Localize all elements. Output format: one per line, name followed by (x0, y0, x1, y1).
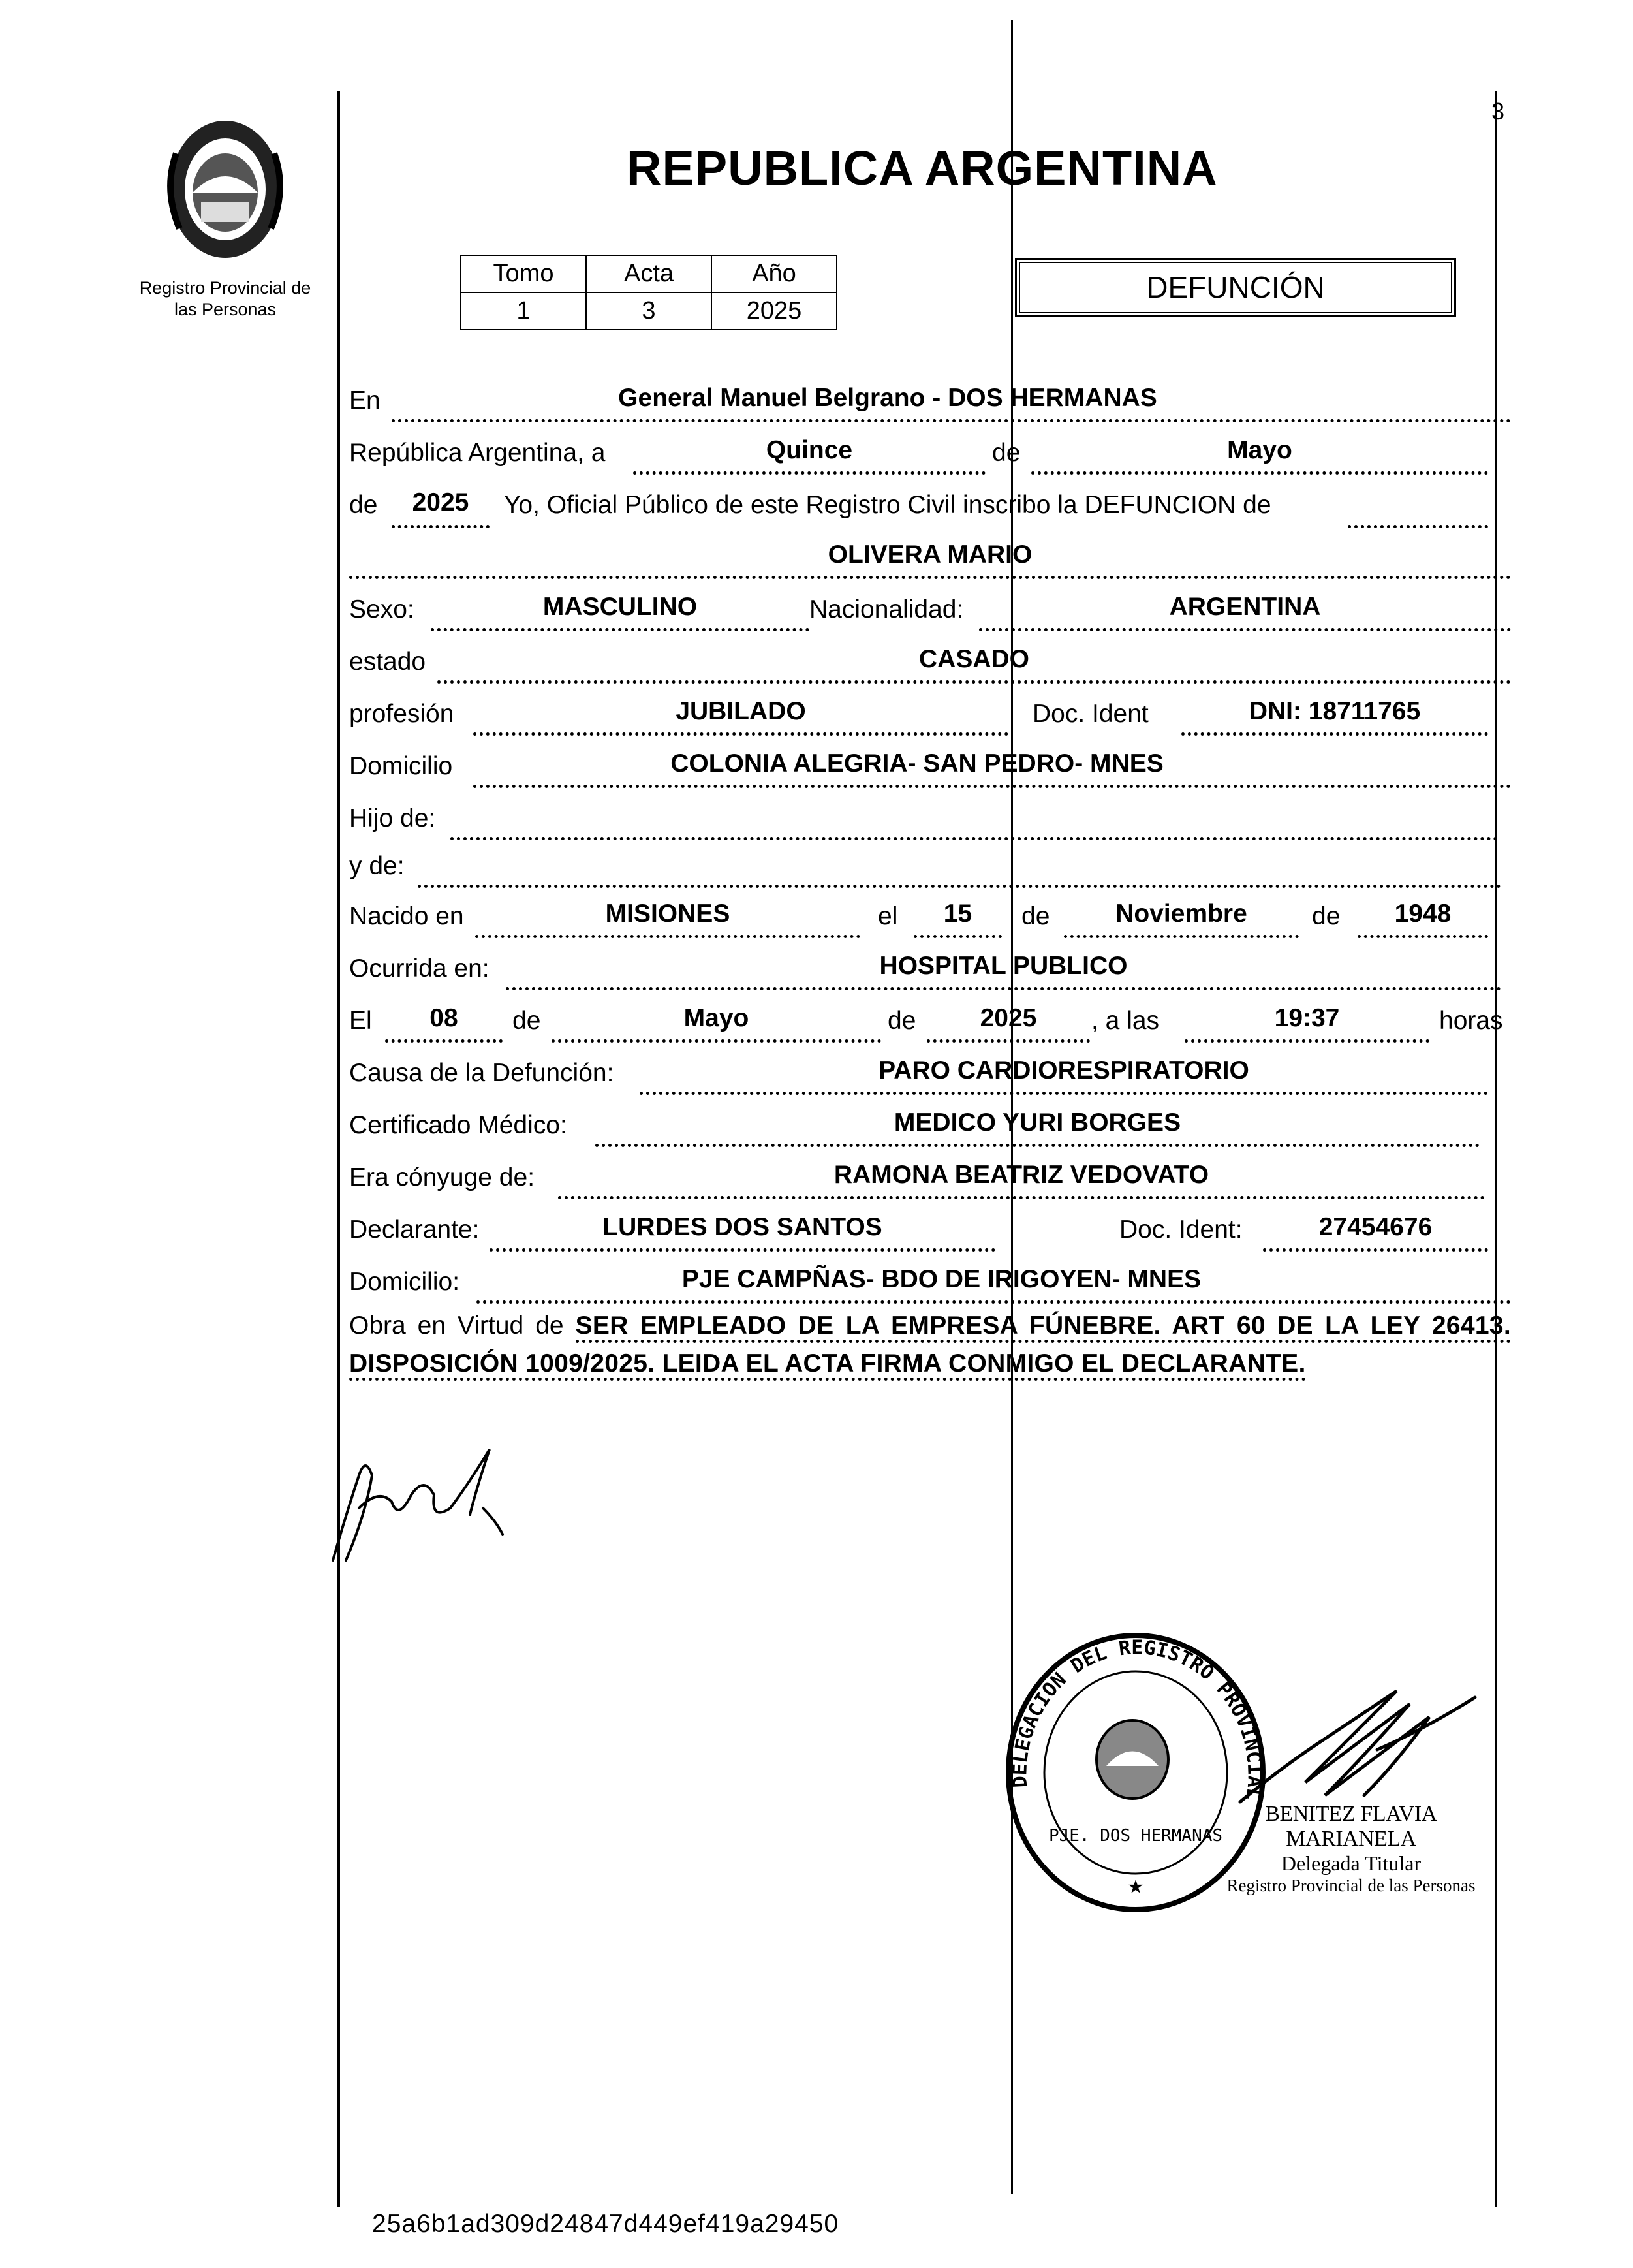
delegate-block (1201, 1802, 1501, 1896)
table-value-tomo: 1 (461, 292, 586, 330)
dotted-line (1031, 471, 1488, 475)
declarante-label: Declarante: (349, 1216, 480, 1244)
domicilio-label: Domicilio (349, 752, 453, 780)
document-hash: 25a6b1ad309d24847d449ef419a29450 (372, 2210, 839, 2238)
nacionalidad-value: ARGENTINA (1169, 593, 1321, 621)
domicilio2-value: PJE CAMPÑAS- BDO DE IRIGOYEN- MNES (681, 1265, 1202, 1293)
causa-label: Causa de la Defunción: (349, 1059, 614, 1087)
yde-label: y de: (349, 852, 405, 880)
dotted-line (595, 1144, 1480, 1147)
deceased-name: OLIVERA MARIO (828, 541, 1033, 569)
birth-year: 1948 (1394, 900, 1452, 928)
el2-label: El (349, 1007, 372, 1035)
dotted-line (392, 419, 1511, 422)
register-table (460, 255, 837, 330)
delegate-signature (1227, 1671, 1501, 1808)
estado-value: CASADO (918, 645, 1029, 673)
dotted-line (979, 628, 1511, 631)
conyuge-value: RAMONA BEATRIZ VEDOVATO (833, 1161, 1209, 1189)
left-margin-rule (337, 91, 340, 2207)
profesion-value: JUBILADO (676, 697, 806, 725)
dotted-line (1181, 732, 1488, 736)
el-label: el (878, 902, 898, 930)
dotted-line (506, 987, 1501, 990)
registry-name: Registro Provincial de las Personas (139, 278, 311, 319)
ocurrida-value: HOSPITAL PUBLICO (879, 952, 1128, 980)
conyuge-label: Era cónyuge de: (349, 1163, 535, 1191)
obra-value: SER EMPLEADO DE LA EMPRESA FÚNEBRE. ART 60 DE LA LEY 26413. DISPOSICIÓN 1009/2025. LEIDA EL ACTA FIRMA CONMIGO EL DECLARANTE. (349, 1312, 1511, 1381)
causa-value: PARO CARDIORESPIRATORIO (879, 1056, 1249, 1084)
dotted-line (473, 732, 1008, 736)
page-number: 3 (1491, 98, 1505, 125)
svg-text:PJE. DOS HERMANAS: PJE. DOS HERMANAS (1048, 1826, 1223, 1846)
dotted-line (1064, 935, 1299, 938)
doc-value: DNI: 18711765 (1249, 697, 1421, 725)
dotted-line (914, 935, 1002, 938)
horas-label: horas (1439, 1007, 1503, 1035)
table-value-ano: 2025 (711, 292, 837, 330)
dotted-line (475, 935, 860, 938)
dotted-line (450, 837, 1498, 840)
svg-text:★: ★ (1127, 1870, 1144, 1900)
dotted-line (418, 885, 1501, 888)
dotted-line (431, 628, 809, 631)
declarant-signature (320, 1436, 535, 1567)
doc2-value: 27454676 (1318, 1213, 1433, 1241)
month-value: Mayo (1227, 436, 1292, 464)
de3-label: de (1021, 902, 1050, 930)
dotted-line (490, 1248, 995, 1252)
death-time: 19:37 (1274, 1004, 1340, 1032)
de2-label: de (349, 491, 378, 519)
alas-label: , a las (1091, 1007, 1160, 1035)
sexo-value: MASCULINO (542, 593, 698, 621)
de4-label: de (1312, 902, 1341, 930)
estado-label: estado (349, 648, 426, 676)
profesion-label: profesión (349, 700, 454, 728)
en-value: General Manuel Belgrano - DOS HERMANAS (618, 384, 1157, 412)
table-value-acta: 3 (586, 292, 711, 330)
death-year: 2025 (980, 1004, 1037, 1032)
sexo-label: Sexo: (349, 595, 414, 623)
domicilio-value: COLONIA ALEGRIA- SAN PEDRO- MNES (670, 749, 1164, 778)
doc2-label: Doc. Ident: (1119, 1216, 1243, 1244)
day-value: Quince (766, 436, 853, 464)
death-day: 08 (429, 1004, 458, 1032)
doc-label: Doc. Ident (1033, 700, 1149, 728)
dotted-line (385, 1039, 503, 1043)
yo-label: Yo, Oficial Público de este Registro Civil inscribo la DEFUNCION de (504, 491, 1271, 519)
table-header-tomo: Tomo (461, 255, 586, 292)
de5-label: de (512, 1007, 541, 1035)
dotted-line (927, 1039, 1090, 1043)
dotted-line (1263, 1248, 1488, 1252)
dotted-line (473, 785, 1511, 788)
dotted-line (392, 525, 490, 528)
birth-month: Noviembre (1115, 900, 1247, 928)
table-header-ano: Año (711, 255, 837, 292)
birth-day: 15 (943, 900, 972, 928)
dotted-line (552, 1039, 881, 1043)
province-emblem-icon (150, 114, 300, 264)
delegate-office: Registro Provincial de las Personas (1226, 1876, 1476, 1895)
dotted-line (640, 1092, 1488, 1095)
de-label: de (992, 439, 1021, 467)
nacido-label: Nacido en (349, 902, 464, 930)
hijo-label: Hijo de: (349, 804, 436, 832)
de6-label: de (888, 1007, 916, 1035)
dotted-line (1185, 1039, 1429, 1043)
dotted-line (349, 576, 1511, 579)
table-header-acta: Acta (586, 255, 711, 292)
domicilio2-label: Domicilio: (349, 1268, 460, 1296)
certificado-value: MEDICO YURI BORGES (894, 1109, 1181, 1137)
obra-label: Obra en Virtud de (349, 1312, 564, 1340)
republica-label: República Argentina, a (349, 439, 606, 467)
declarante-value: LURDES DOS SANTOS (602, 1213, 882, 1241)
death-month: Mayo (683, 1004, 749, 1032)
delegate-name: BENITEZ FLAVIA MARIANELA (1265, 1802, 1437, 1851)
dotted-line (437, 680, 1511, 684)
dotted-line (558, 1196, 1485, 1199)
nacionalidad-label: Nacionalidad: (809, 595, 964, 623)
certificado-label: Certificado Médico: (349, 1111, 567, 1139)
nacido-value: MISIONES (605, 900, 730, 928)
dotted-line (1348, 525, 1488, 528)
year-value: 2025 (412, 488, 469, 516)
obra-paragraph (349, 1307, 1511, 1383)
act-type-box: DEFUNCIÓN (1015, 258, 1456, 317)
en-label: En (349, 386, 381, 415)
svg-text:DELEGACION DEL REGISTRO PROVIN: DELEGACION DEL REGISTRO PROVINCIAL (1008, 1636, 1266, 1802)
delegate-role: Delegada Titular (1281, 1851, 1422, 1875)
dotted-line (476, 1300, 1511, 1304)
dotted-line (633, 471, 986, 475)
country-title: REPUBLICA ARGENTINA (627, 141, 1218, 195)
dotted-line (1358, 935, 1488, 938)
ocurrida-label: Ocurrida en: (349, 954, 490, 983)
